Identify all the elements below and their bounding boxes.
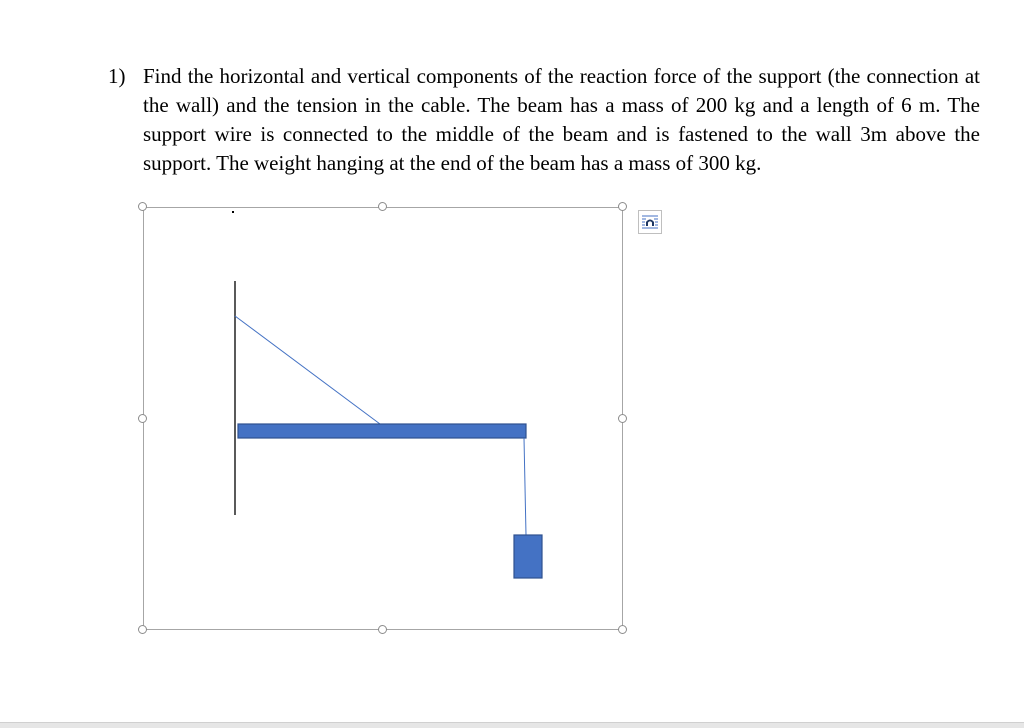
layout-options-icon [639, 211, 661, 233]
beam [238, 424, 526, 438]
support-cable [235, 316, 380, 424]
hanging-cable [524, 438, 526, 535]
problem-text: Find the horizontal and vertical components of the reaction force of the support (the connection at the wall) and the tension in the cable. The beam has a mass of 200 kg and a length of 6 m. The support wire is connected to the middle of the beam and is fastened to the wall 3m above the support. The weight hanging at the end of the beam has a mass of 300 kg. [143, 64, 980, 175]
bottom-status-bar [0, 722, 1024, 728]
hanging-weight [514, 535, 542, 578]
problem-number: 1) [108, 64, 126, 88]
layout-options-button[interactable] [638, 210, 662, 234]
